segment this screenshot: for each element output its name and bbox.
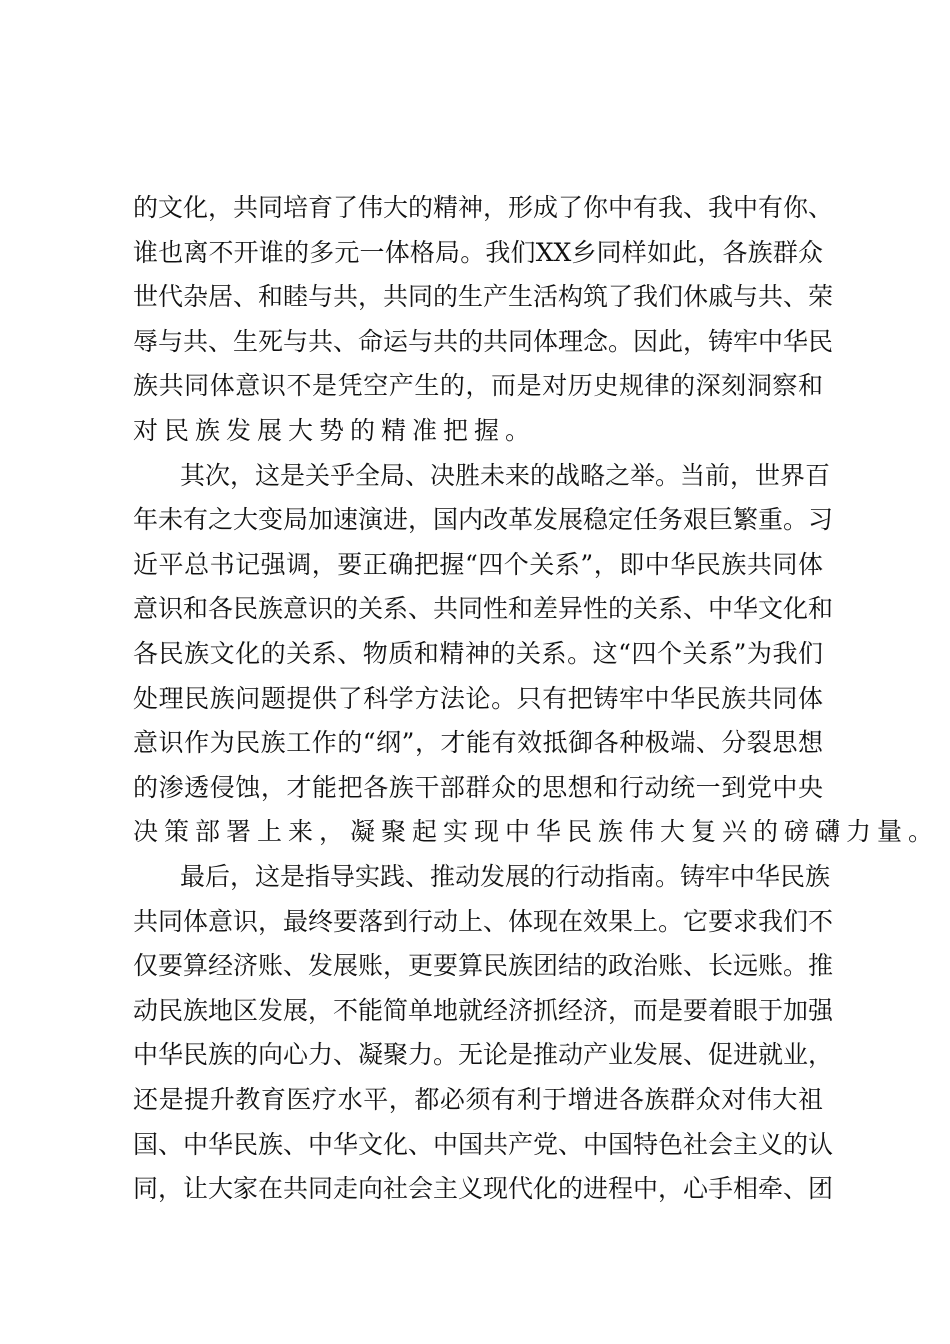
paragraph-2-line: 处理民族问题提供了科学方法论。只有把铸牢中华民族共同体: [133, 683, 823, 713]
paragraph-3-line: 还是提升教育医疗水平，都必须有利于增进各族群众对伟大祖: [133, 1085, 823, 1114]
paragraph-2-line: 年未有之大变局加速演进，国内改革发展稳定任务艰巨繁重。习: [133, 505, 834, 535]
paragraph-1-line: 对民族发展大势的精准把握。: [133, 416, 537, 445]
paragraph-2-line: 其次，这是关乎全局、决胜未来的战略之举。当前，世界百: [180, 460, 831, 490]
paragraph-3-line: 同，让大家在共同走向社会主义现代化的进程中，心手相牵、团: [133, 1174, 834, 1204]
paragraph-2-line: 意识和各民族意识的关系、共同性和差异性的关系、中华文化和: [133, 594, 834, 624]
paragraph-2-line: 的渗透侵蚀，才能把各族干部群众的思想和行动统一到党中央: [133, 772, 823, 802]
paragraph-3-line: 仅要算经济账、发展账，更要算民族团结的政治账、长远账。推: [133, 951, 834, 981]
paragraph-2-line: 意识作为民族工作的“纲”，才能有效抵御各种极端、分裂思想: [133, 728, 823, 758]
paragraph-2-line: 决策部署上来，凝聚起实现中华民族伟大复兴的磅礴力量。: [133, 817, 940, 847]
paragraph-3-line: 中华民族的向心力、凝聚力。无论是推动产业发展、促进就业，: [133, 1040, 834, 1070]
paragraph-1-line: 谁也离不开谁的多元一体格局。我们XX乡同样如此，各族群众: [133, 237, 823, 267]
paragraph-1-line: 族共同体意识不是凭空产生的，而是对历史规律的深刻洞察和: [133, 371, 823, 401]
paragraph-3-line: 共同体意识，最终要落到行动上、体现在效果上。它要求我们不: [133, 906, 834, 936]
paragraph-1-line: 的文化，共同培育了伟大的精神，形成了你中有我、我中有你、: [133, 193, 834, 222]
paragraph-3-line: 最后，这是指导实践、推动发展的行动指南。铸牢中华民族: [180, 862, 831, 891]
paragraph-2-line: 各民族文化的关系、物质和精神的关系。这“四个关系”为我们: [133, 639, 823, 668]
paragraph-1-line: 世代杂居、和睦与共，共同的生产生活构筑了我们休戚与共、荣: [133, 282, 834, 312]
paragraph-1-line: 辱与共、生死与共、命运与共的共同体理念。因此，铸牢中华民: [133, 326, 834, 356]
paragraph-3-line: 动民族地区发展，不能简单地就经济抓经济，而是要着眼于加强: [133, 995, 834, 1025]
paragraph-2-line: 近平总书记强调，要正确把握“四个关系”，即中华民族共同体: [133, 549, 823, 579]
paragraph-3-line: 国、中华民族、中华文化、中国共产党、中国特色社会主义的认: [133, 1129, 834, 1159]
